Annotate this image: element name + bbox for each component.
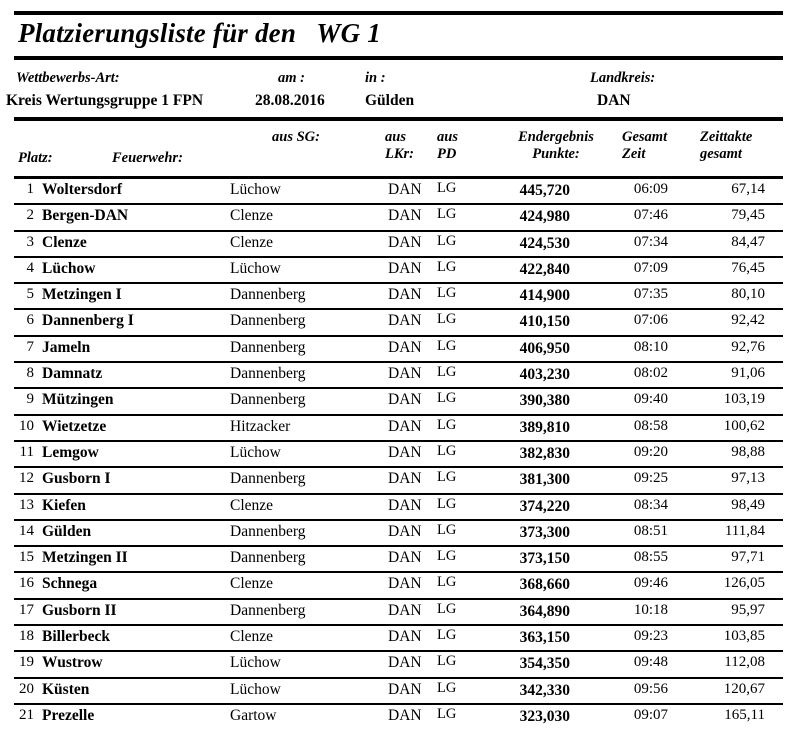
column-header-aus-pd-line2: PD xyxy=(437,146,457,162)
row-cell-punkte: 410,150 xyxy=(519,313,570,331)
row-cell-aus-lkr: DAN xyxy=(388,286,422,304)
table-row xyxy=(0,652,796,678)
row-cell-aus-lkr: DAN xyxy=(388,654,422,672)
row-cell-punkte: 354,350 xyxy=(519,655,570,673)
row-cell-platz: 16 xyxy=(19,575,34,592)
table-row xyxy=(0,205,796,231)
row-cell-feuerwehr: Dannenberg I xyxy=(42,312,134,330)
table-row xyxy=(0,389,796,415)
table-row xyxy=(0,600,796,626)
table-row xyxy=(0,258,796,284)
row-cell-aus-sg: Dannenberg xyxy=(230,549,306,567)
row-cell-aus-lkr: DAN xyxy=(388,522,422,540)
row-cell-zeittakte: 112,08 xyxy=(724,654,765,671)
row-cell-aus-sg: Clenze xyxy=(230,575,274,593)
row-cell-platz: 7 xyxy=(26,338,34,355)
row-cell-platz: 10 xyxy=(19,417,34,434)
row-cell-aus-pd: LG xyxy=(437,258,457,275)
column-header-aus-pd-line1: aus xyxy=(437,129,458,145)
row-cell-platz: 19 xyxy=(19,654,34,671)
row-cell-platz: 4 xyxy=(26,259,34,276)
row-cell-aus-lkr: DAN xyxy=(388,181,422,198)
row-cell-aus-sg: Dannenberg xyxy=(230,365,306,383)
row-cell-aus-pd: LG xyxy=(437,364,457,381)
row-cell-zeittakte: 126,05 xyxy=(723,575,765,592)
row-cell-aus-lkr: DAN xyxy=(388,575,422,593)
row-cell-feuerwehr: Lüchow xyxy=(42,259,96,277)
row-cell-feuerwehr: Gusborn I xyxy=(42,470,111,488)
row-cell-zeit: 09:40 xyxy=(633,391,668,408)
row-cell-aus-sg: Lüchow xyxy=(230,259,281,277)
row-cell-feuerwehr: Jameln xyxy=(42,338,91,356)
location-value: Gülden xyxy=(365,92,415,109)
column-header-aus-pd xyxy=(437,129,458,163)
title-top-rule xyxy=(14,11,783,15)
row-cell-aus-sg: Clenze xyxy=(230,207,274,225)
column-header-feuerwehr xyxy=(112,150,183,167)
row-cell-aus-sg: Lüchow xyxy=(230,680,281,698)
row-cell-zeit: 09:23 xyxy=(633,628,668,645)
row-cell-aus-sg: Clenze xyxy=(230,628,274,646)
row-cell-aus-sg: Clenze xyxy=(230,233,274,251)
row-cell-feuerwehr: Metzingen I xyxy=(42,286,122,304)
row-cell-punkte: 422,840 xyxy=(519,260,570,278)
row-cell-aus-pd: LG xyxy=(437,679,457,696)
table-row xyxy=(0,337,796,363)
row-cell-feuerwehr: Küsten xyxy=(42,680,90,698)
row-cell-aus-lkr: DAN xyxy=(388,549,422,567)
table-row xyxy=(0,495,796,521)
row-cell-zeit: 08:58 xyxy=(633,417,668,434)
row-cell-aus-lkr: DAN xyxy=(388,259,422,277)
district-value: DAN xyxy=(597,92,631,109)
column-header-punkte-line2: Punkte: xyxy=(532,146,580,162)
row-cell-aus-pd: LG xyxy=(437,337,457,354)
table-row xyxy=(0,679,796,705)
row-cell-zeit: 08:34 xyxy=(633,496,668,513)
row-cell-punkte: 373,300 xyxy=(519,523,570,541)
row-cell-zeit: 08:51 xyxy=(633,522,668,539)
row-cell-zeittakte: 92,42 xyxy=(731,312,765,329)
row-cell-feuerwehr: Bergen-DAN xyxy=(42,207,129,225)
row-cell-platz: 21 xyxy=(19,706,34,723)
column-header-aus-sg xyxy=(272,129,320,146)
table-row xyxy=(0,310,796,336)
row-cell-aus-sg: Dannenberg xyxy=(230,470,306,488)
row-cell-punkte: 373,150 xyxy=(519,550,570,568)
row-cell-punkte: 374,220 xyxy=(519,497,570,515)
row-cell-aus-sg: Lüchow xyxy=(230,443,281,461)
row-cell-zeittakte: 80,10 xyxy=(731,286,765,303)
table-row xyxy=(0,573,796,599)
row-cell-platz: 8 xyxy=(26,365,34,382)
row-cell-platz: 5 xyxy=(26,286,34,303)
results-table-body xyxy=(0,179,796,731)
row-cell-aus-pd: LG xyxy=(437,416,457,433)
row-cell-aus-pd: LG xyxy=(437,495,457,512)
location-label: in : xyxy=(365,70,386,86)
row-cell-platz: 11 xyxy=(19,443,34,460)
row-cell-aus-pd: LG xyxy=(437,653,457,670)
row-cell-aus-sg: Gartow xyxy=(230,706,277,724)
row-cell-aus-pd: LG xyxy=(437,469,457,486)
row-cell-aus-lkr: DAN xyxy=(388,312,422,330)
row-cell-aus-lkr: DAN xyxy=(388,601,422,619)
row-cell-aus-lkr: DAN xyxy=(388,207,422,225)
table-row xyxy=(0,363,796,389)
column-header-gesamtzeit-line2: Zeit xyxy=(622,146,646,162)
column-header-gesamtzeit-line1: Gesamt xyxy=(622,129,668,145)
row-cell-zeittakte: 103,19 xyxy=(723,391,765,408)
row-cell-aus-pd: LG xyxy=(437,705,457,722)
meta-bottom-rule xyxy=(14,117,783,121)
row-cell-zeit: 07:35 xyxy=(633,286,668,303)
row-cell-platz: 20 xyxy=(19,680,34,697)
row-cell-zeittakte: 84,47 xyxy=(731,233,765,250)
row-cell-aus-pd: LG xyxy=(437,206,457,223)
row-cell-aus-lkr: DAN xyxy=(388,391,422,409)
row-cell-zeittakte: 91,06 xyxy=(731,365,765,382)
competition-type-label: Wettbewerbs-Art: xyxy=(16,70,120,86)
row-cell-zeit: 09:56 xyxy=(633,680,668,697)
row-cell-feuerwehr: Schnega xyxy=(42,575,98,593)
row-cell-zeit: 09:25 xyxy=(633,470,668,487)
row-cell-platz: 15 xyxy=(19,549,34,566)
row-cell-zeittakte: 100,62 xyxy=(723,417,765,434)
row-cell-punkte: 414,900 xyxy=(519,287,570,305)
row-cell-aus-sg: Hitzacker xyxy=(230,417,291,435)
row-cell-punkte: 368,660 xyxy=(519,576,570,594)
row-cell-punkte: 406,950 xyxy=(519,339,570,357)
row-cell-feuerwehr: Prezelle xyxy=(42,706,95,724)
row-cell-punkte: 389,810 xyxy=(519,418,570,436)
table-row xyxy=(0,232,796,258)
row-cell-aus-lkr: DAN xyxy=(388,706,422,724)
row-cell-aus-lkr: DAN xyxy=(388,233,422,251)
row-cell-feuerwehr: Wietzetze xyxy=(42,417,107,435)
row-cell-platz: 14 xyxy=(19,522,34,539)
competition-type-value: Kreis Wertungsgruppe 1 FPN xyxy=(6,92,204,109)
row-cell-punkte: 323,030 xyxy=(519,707,570,725)
row-cell-feuerwehr: Clenze xyxy=(42,233,87,251)
column-header-aus-lkr xyxy=(385,129,414,163)
row-cell-feuerwehr: Woltersdorf xyxy=(42,181,123,198)
row-cell-punkte: 364,890 xyxy=(519,602,570,620)
row-cell-punkte: 363,150 xyxy=(519,629,570,647)
column-header-zeittakte-line1: Zeittakte xyxy=(700,129,753,145)
row-cell-zeittakte: 76,45 xyxy=(731,259,765,276)
row-cell-punkte: 445,720 xyxy=(519,182,570,199)
row-cell-platz: 13 xyxy=(19,496,34,513)
row-cell-feuerwehr: Wustrow xyxy=(42,654,103,672)
row-cell-feuerwehr: Mützingen xyxy=(42,391,114,409)
row-cell-aus-lkr: DAN xyxy=(388,680,422,698)
row-cell-zeit: 09:46 xyxy=(633,575,668,592)
row-cell-platz: 12 xyxy=(19,470,34,487)
row-cell-aus-sg: Clenze xyxy=(230,496,274,514)
date-label: am : xyxy=(278,70,305,86)
row-cell-aus-pd: LG xyxy=(437,600,457,617)
table-row xyxy=(0,442,796,468)
row-cell-zeit: 10:18 xyxy=(633,601,668,618)
row-cell-zeit: 09:48 xyxy=(633,654,668,671)
table-row xyxy=(0,179,796,205)
row-cell-feuerwehr: Gülden xyxy=(42,522,92,540)
row-cell-aus-pd: LG xyxy=(437,442,457,459)
row-cell-zeittakte: 98,88 xyxy=(731,443,765,460)
row-cell-zeittakte: 120,67 xyxy=(723,680,765,697)
column-header-gesamtzeit xyxy=(622,129,684,163)
row-cell-zeittakte: 98,49 xyxy=(731,496,765,513)
row-cell-aus-sg: Lüchow xyxy=(230,181,281,198)
row-cell-feuerwehr: Kiefen xyxy=(42,496,86,514)
row-cell-aus-sg: Dannenberg xyxy=(230,391,306,409)
table-row xyxy=(0,547,796,573)
row-cell-platz: 18 xyxy=(19,628,34,645)
table-row xyxy=(0,521,796,547)
table-row xyxy=(0,416,796,442)
row-cell-platz: 9 xyxy=(26,391,34,408)
row-cell-aus-sg: Dannenberg xyxy=(230,338,306,356)
row-cell-zeittakte: 97,71 xyxy=(731,549,765,566)
row-cell-aus-lkr: DAN xyxy=(388,417,422,435)
row-cell-zeittakte: 92,76 xyxy=(731,338,765,355)
row-cell-aus-lkr: DAN xyxy=(388,628,422,646)
row-cell-aus-pd: LG xyxy=(437,521,457,538)
column-header-aus-lkr-line1: aus xyxy=(385,129,406,145)
row-cell-aus-sg: Dannenberg xyxy=(230,522,306,540)
column-header-feuerwehr-label: Feuerwehr: xyxy=(112,150,183,166)
row-cell-aus-lkr: DAN xyxy=(388,470,422,488)
row-cell-zeittakte: 165,11 xyxy=(724,706,765,723)
row-cell-zeit: 09:07 xyxy=(633,706,668,723)
row-cell-zeittakte: 97,13 xyxy=(731,470,765,487)
column-header-platz xyxy=(18,150,53,167)
table-row xyxy=(0,284,796,310)
row-cell-punkte: 342,330 xyxy=(519,681,570,699)
row-cell-zeit: 08:10 xyxy=(633,338,668,355)
page-title: Platzierungsliste für den WG 1 xyxy=(18,18,381,48)
row-cell-zeittakte: 79,45 xyxy=(731,207,765,224)
row-cell-aus-pd: LG xyxy=(437,390,457,407)
row-cell-aus-pd: LG xyxy=(437,232,457,249)
row-cell-aus-pd: LG xyxy=(437,180,457,196)
row-cell-punkte: 424,980 xyxy=(519,208,570,226)
row-cell-punkte: 382,830 xyxy=(519,444,570,462)
row-cell-aus-pd: LG xyxy=(437,627,457,644)
row-cell-zeittakte: 95,97 xyxy=(731,601,765,618)
row-cell-aus-sg: Dannenberg xyxy=(230,601,306,619)
row-cell-aus-pd: LG xyxy=(437,548,457,565)
column-header-aus-sg-label: aus SG: xyxy=(272,129,320,145)
title-bottom-rule xyxy=(14,56,783,60)
table-row xyxy=(0,468,796,494)
row-cell-zeit: 07:06 xyxy=(633,312,668,329)
row-cell-zeit: 09:20 xyxy=(633,443,668,460)
row-cell-platz: 17 xyxy=(19,601,34,618)
row-cell-zeit: 07:34 xyxy=(633,233,668,250)
row-cell-zeittakte: 67,14 xyxy=(731,181,765,197)
row-cell-platz: 1 xyxy=(26,181,34,197)
date-value: 28.08.2016 xyxy=(255,92,325,109)
row-cell-feuerwehr: Billerbeck xyxy=(42,628,111,646)
table-row xyxy=(0,626,796,652)
row-cell-zeit: 08:02 xyxy=(633,365,668,382)
row-cell-feuerwehr: Lemgow xyxy=(42,443,99,461)
column-header-platz-label: Platz: xyxy=(18,150,53,166)
row-cell-aus-sg: Dannenberg xyxy=(230,312,306,330)
row-cell-aus-sg: Lüchow xyxy=(230,654,281,672)
row-cell-zeit: 07:46 xyxy=(633,207,668,224)
row-cell-zeittakte: 111,84 xyxy=(724,522,765,539)
row-cell-aus-lkr: DAN xyxy=(388,365,422,383)
row-cell-zeit: 07:09 xyxy=(633,259,668,276)
row-cell-zeittakte: 103,85 xyxy=(723,628,765,645)
row-cell-zeit: 06:09 xyxy=(633,181,668,197)
column-header-zeittakte xyxy=(700,129,786,163)
row-cell-aus-pd: LG xyxy=(437,285,457,302)
row-cell-aus-lkr: DAN xyxy=(388,443,422,461)
column-header-punkte-line1: Endergebnis xyxy=(518,129,594,145)
column-header-aus-lkr-line2: LKr: xyxy=(385,146,414,162)
row-cell-aus-pd: LG xyxy=(437,574,457,591)
row-cell-punkte: 403,230 xyxy=(519,366,570,384)
row-cell-platz: 3 xyxy=(26,233,34,250)
row-cell-aus-pd: LG xyxy=(437,311,457,328)
table-row xyxy=(0,705,796,731)
column-header-zeittakte-line2: gesamt xyxy=(700,146,742,162)
row-cell-feuerwehr: Gusborn II xyxy=(42,601,117,619)
row-cell-zeit: 08:55 xyxy=(633,549,668,566)
row-cell-punkte: 381,300 xyxy=(519,471,570,489)
row-cell-punkte: 424,530 xyxy=(519,234,570,252)
row-cell-platz: 6 xyxy=(26,312,34,329)
row-cell-platz: 2 xyxy=(26,207,34,224)
row-cell-feuerwehr: Damnatz xyxy=(42,365,103,383)
row-cell-aus-sg: Dannenberg xyxy=(230,286,306,304)
row-cell-aus-lkr: DAN xyxy=(388,338,422,356)
column-header-punkte xyxy=(500,129,612,163)
row-cell-punkte: 390,380 xyxy=(519,392,570,410)
row-cell-aus-lkr: DAN xyxy=(388,496,422,514)
row-cell-feuerwehr: Metzingen II xyxy=(42,549,128,567)
district-label: Landkreis: xyxy=(590,70,656,86)
